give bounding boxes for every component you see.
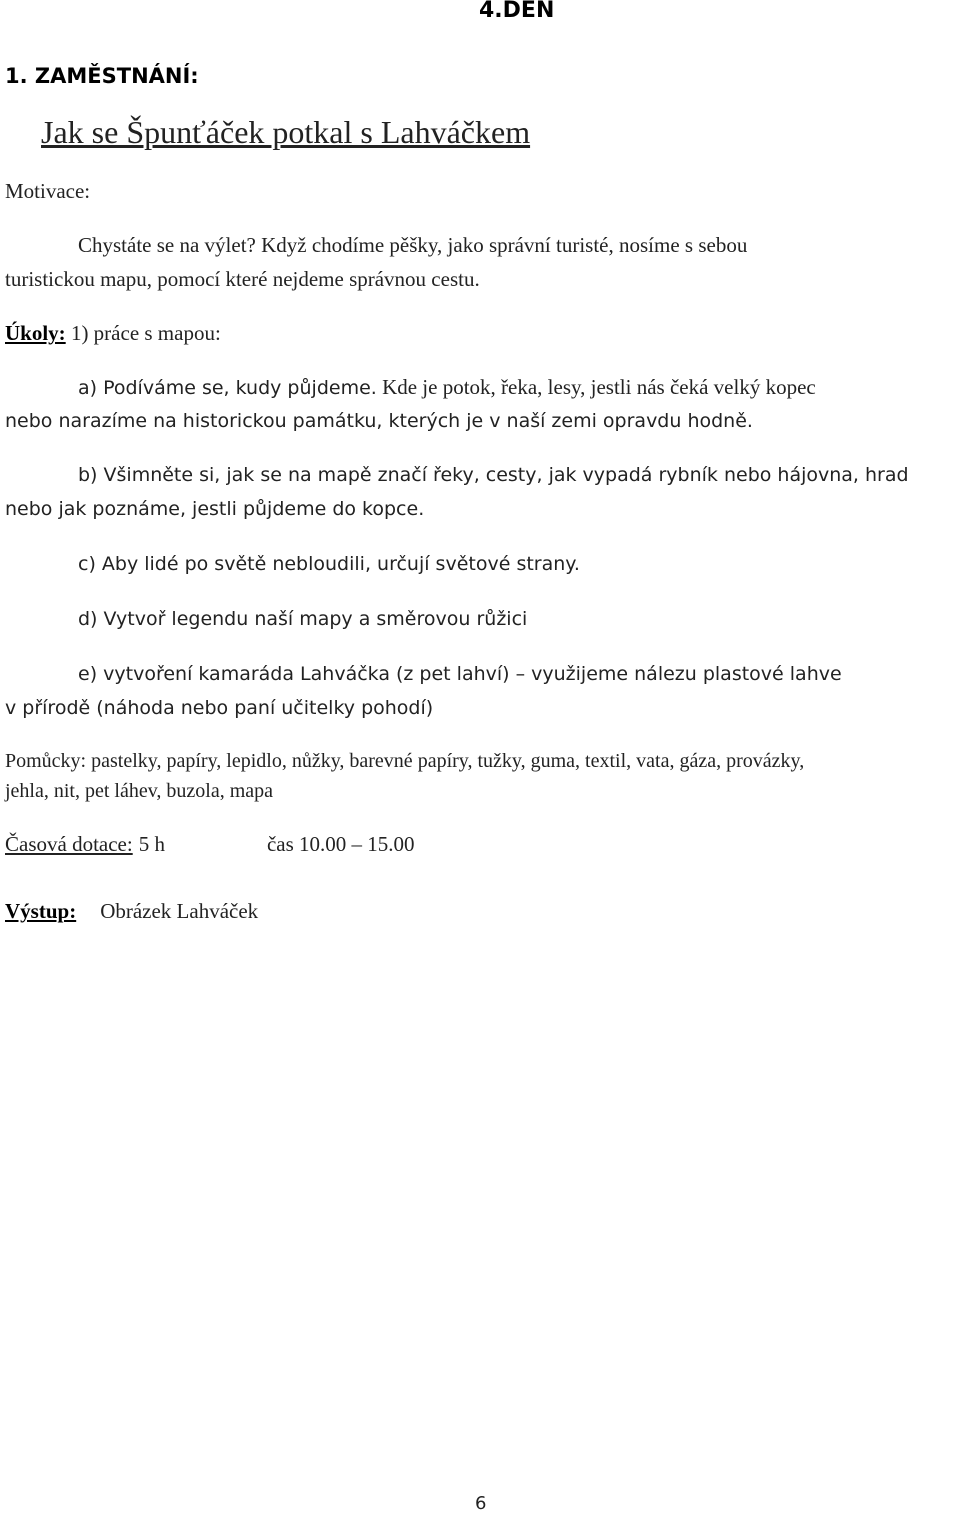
task-d: d) Vytvoř legendu naší mapy a směrovou růžici	[78, 608, 528, 630]
task-a-line-2: nebo narazíme na historickou památku, kterých je v naší zemi opravdu hodně.	[5, 410, 753, 432]
lesson-title: Jak se Špunťáček potkal s Lahváčkem	[41, 114, 531, 150]
time-value: 5 h	[138, 832, 165, 856]
section-heading: 1. ZAMĚSTNÁNÍ:	[5, 64, 199, 88]
aids-label: Pomůcky:	[5, 750, 87, 772]
motivation-text-line-2: turistickou mapu, pomocí které nejdeme správnou cestu.	[5, 267, 480, 291]
task-a-lead: a) Podíváme se, kudy půjdeme.	[78, 377, 377, 399]
motivation-label: Motivace:	[5, 179, 91, 203]
tasks-label: Úkoly:	[5, 321, 66, 345]
time-label: Časová dotace:	[5, 832, 133, 856]
time-row	[5, 831, 415, 857]
day-label: 4.DEN	[479, 0, 555, 23]
tasks-intro: 1) práce s mapou:	[65, 321, 221, 345]
time-range: čas 10.00 – 15.00	[266, 832, 415, 856]
task-b-line-1: b) Všimněte si, jak se na mapě značí řeky, cesty, jak vypadá rybník nebo hájovna, hrad	[78, 464, 909, 486]
task-e-line-2: v přírodě (náhoda nebo paní učitelky pohodí)	[5, 697, 434, 719]
task-a-line-1	[78, 374, 816, 401]
task-b-line-2: nebo jak poznáme, jestli půjdeme do kopce.	[5, 498, 425, 520]
task-c: c) Aby lidé po světě nebloudili, určují světové strany.	[78, 553, 580, 575]
aids-line-1	[5, 748, 804, 774]
task-e-line-1: e) vytvoření kamaráda Lahváčka (z pet lahví) – využijeme nálezu plastové lahve	[78, 663, 842, 685]
output-row	[5, 898, 258, 924]
aids-list: pastelky, papíry, lepidlo, nůžky, barevné papíry, tužky, guma, textil, vata, gáza, provázky,	[86, 750, 805, 772]
output-label: Výstup:	[5, 899, 77, 923]
page-number: 6	[475, 1493, 487, 1514]
aids-line-2: jehla, nit, pet láhev, buzola, mapa	[5, 780, 274, 802]
tasks-row	[5, 320, 221, 346]
motivation-text-line-1: Chystáte se na výlet? Když chodíme pěšky, jako správní turisté, nosíme s sebou	[78, 233, 748, 257]
task-a-rest: Kde je potok, řeka, lesy, jestli nás čeká velký kopec	[376, 375, 816, 399]
output-value: Obrázek Lahváček	[100, 899, 259, 923]
